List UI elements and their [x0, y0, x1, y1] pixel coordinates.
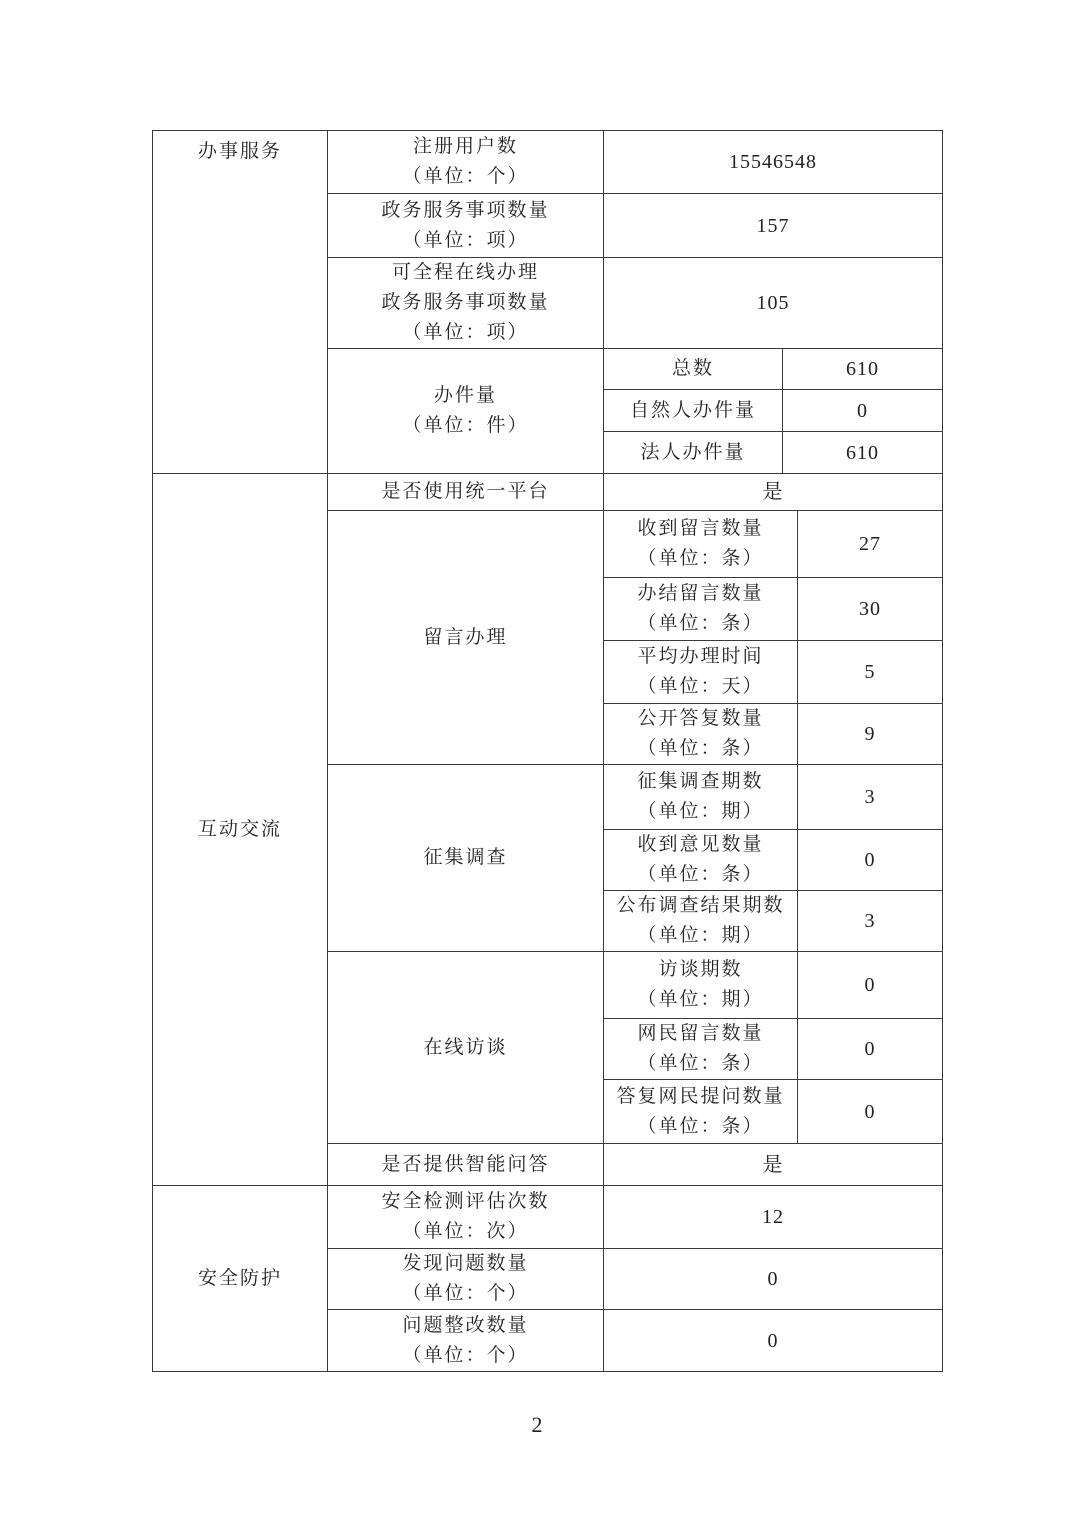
public-replies-value: 9 — [798, 704, 943, 765]
case-volume-legal-person-label: 法人办件量 — [604, 432, 783, 474]
survey-results-label: 公布调查结果期数 — [616, 895, 785, 916]
survey-periods-unit: （单位：期） — [637, 801, 764, 822]
problems-rectified-unit: （单位：个） — [402, 1344, 529, 1366]
interview-periods-value: 0 — [798, 952, 943, 1019]
netizen-messages-label-cell — [604, 1019, 798, 1080]
avg-handling-time-label-cell — [604, 641, 798, 704]
full-online-items-label-cell — [328, 258, 604, 349]
problems-found-value: 0 — [604, 1249, 943, 1310]
registered-users-label-cell — [328, 131, 604, 194]
interview-periods-label-cell — [604, 952, 798, 1019]
messages-received-label: 收到留言数量 — [637, 518, 764, 539]
smart-qa-value: 是 — [604, 1144, 943, 1186]
problems-found-unit: （单位：个） — [402, 1283, 529, 1304]
messages-completed-label-cell — [604, 578, 798, 641]
avg-handling-time-label: 平均办理时间 — [637, 646, 764, 667]
interview-label: 在线访谈 — [328, 952, 604, 1144]
service-items-label-cell — [328, 194, 604, 258]
netizen-messages-label: 网民留言数量 — [637, 1023, 764, 1044]
section-interaction-label: 互动交流 — [153, 474, 328, 1186]
public-replies-label: 公开答复数量 — [637, 708, 764, 729]
full-online-items-value: 105 — [604, 258, 943, 349]
service-items-unit: （单位：项） — [402, 229, 529, 251]
full-online-items-label-line2: 政务服务事项数量 — [381, 292, 550, 313]
case-volume-unit: （单位：件） — [402, 415, 529, 436]
survey-results-unit: （单位：期） — [637, 925, 764, 946]
public-replies-unit: （单位：条） — [637, 738, 764, 759]
survey-opinions-value: 0 — [798, 830, 943, 891]
avg-handling-time-value: 5 — [798, 641, 943, 704]
section-security-label: 安全防护 — [153, 1186, 328, 1372]
security-assessments-value: 12 — [604, 1186, 943, 1249]
table-row — [153, 1186, 943, 1249]
table-row — [153, 131, 943, 194]
messages-completed-unit: （单位：条） — [637, 613, 764, 634]
netizen-replies-value: 0 — [798, 1080, 943, 1144]
netizen-messages-value: 0 — [798, 1019, 943, 1080]
messages-completed-value: 30 — [798, 578, 943, 641]
survey-periods-label-cell — [604, 765, 798, 830]
case-volume-legal-person-value: 610 — [783, 432, 943, 474]
messages-received-value: 27 — [798, 511, 943, 578]
survey-results-value: 3 — [798, 891, 943, 952]
interview-periods-label: 访谈期数 — [658, 959, 743, 980]
netizen-replies-label-cell — [604, 1080, 798, 1144]
security-assessments-label-cell — [328, 1186, 604, 1249]
messages-received-unit: （单位：条） — [637, 548, 764, 569]
unified-platform-label: 是否使用统一平台 — [328, 474, 604, 511]
survey-results-label-cell — [604, 891, 798, 952]
message-handling-label: 留言办理 — [328, 511, 604, 765]
problems-found-label-cell — [328, 1249, 604, 1310]
avg-handling-time-unit: （单位：天） — [637, 676, 764, 697]
page-number: 2 — [531, 1412, 543, 1437]
case-volume-natural-person-value: 0 — [783, 390, 943, 432]
security-assessments-label: 安全检测评估次数 — [381, 1191, 550, 1212]
service-items-label: 政务服务事项数量 — [381, 199, 550, 221]
section-office-services-label: 办事服务 — [153, 131, 328, 474]
messages-received-label-cell — [604, 511, 798, 578]
case-volume-total-value: 610 — [783, 349, 943, 390]
problems-rectified-label: 问题整改数量 — [402, 1314, 529, 1336]
netizen-messages-unit: （单位：条） — [637, 1053, 764, 1074]
unified-platform-value: 是 — [604, 474, 943, 511]
public-replies-label-cell — [604, 704, 798, 765]
case-volume-label-cell — [328, 349, 604, 474]
problems-found-label: 发现问题数量 — [402, 1253, 529, 1274]
messages-completed-label: 办结留言数量 — [637, 583, 764, 604]
survey-periods-value: 3 — [798, 765, 943, 830]
interview-periods-unit: （单位：期） — [637, 989, 764, 1010]
case-volume-label: 办件量 — [433, 385, 497, 406]
problems-rectified-value: 0 — [604, 1310, 943, 1372]
table-row — [153, 474, 943, 511]
survey-label: 征集调查 — [328, 765, 604, 952]
case-volume-total-label: 总数 — [604, 349, 783, 390]
security-assessments-unit: （单位：次） — [402, 1221, 529, 1242]
service-items-value: 157 — [604, 194, 943, 258]
registered-users-unit: （单位：个） — [402, 166, 529, 187]
survey-opinions-label-cell — [604, 830, 798, 891]
case-volume-natural-person-label: 自然人办件量 — [604, 390, 783, 432]
survey-periods-label: 征集调查期数 — [637, 771, 764, 792]
survey-opinions-unit: （单位：条） — [637, 864, 764, 885]
netizen-replies-label: 答复网民提问数量 — [616, 1085, 785, 1107]
problems-rectified-label-cell — [328, 1310, 604, 1372]
registered-users-value: 15546548 — [604, 131, 943, 194]
registered-users-label: 注册用户数 — [412, 136, 518, 157]
smart-qa-label: 是否提供智能问答 — [328, 1144, 604, 1186]
gov-website-report-table — [152, 130, 943, 1372]
full-online-items-label-line1: 可全程在线办理 — [391, 262, 539, 283]
survey-opinions-label: 收到意见数量 — [637, 834, 764, 855]
netizen-replies-unit: （单位：条） — [637, 1115, 764, 1137]
full-online-items-unit: （单位：项） — [402, 322, 529, 343]
